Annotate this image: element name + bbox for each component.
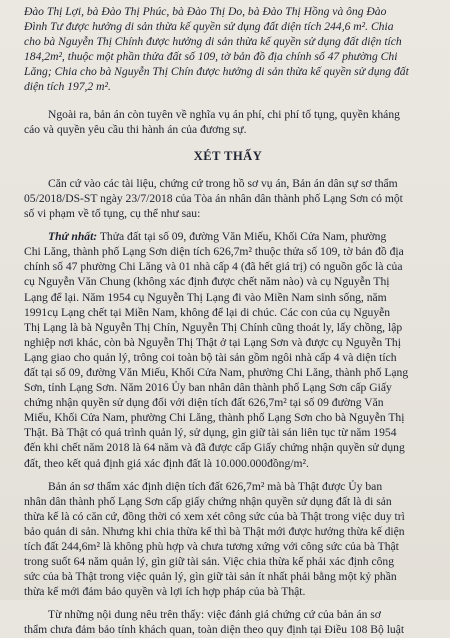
evidence-paragraph [24, 176, 432, 221]
text-line: cáo và quyền yêu cầu thi hành án của đương sự. [24, 122, 247, 136]
text-line: Thật. Bà Thật có quá trình quản lý, sử dụng, gìn giữ tài sản liên tục từ năm 1954 [24, 426, 397, 440]
text-line: nhân dân thành phố Lạng Sơn cấp giấy chứng nhận quyền sử dụng đất là di sản [24, 494, 392, 508]
text-line [24, 229, 432, 244]
text-line: thẩm chưa đảm bảo tính khách quan, toàn diện theo quy định tại Điều 108 Bộ luật [24, 623, 405, 637]
court-fee-paragraph [24, 107, 432, 137]
text-line: thừa kế mới đảm bảo quyền và lợi ích hợp pháp của bà Thật. [24, 585, 306, 599]
text-line: 05/2018/DS-ST ngày 23/7/2018 của Tòa án nhân dân thành phố Lạng Sơn có một [24, 191, 403, 205]
text-line: diện tích 197,2 m². [24, 80, 111, 94]
text-line: chính số 47 phường Chi Lăng và 01 nhà cấp 4 (đã hết giá trị) có nguồn gốc là của [24, 260, 403, 274]
text-line: số vi phạm về tố tụng, cụ thể như sau: [24, 207, 201, 221]
text-line: tích đất 244,6m² là không phù hợp và chưa tương xứng với công sức của bà Thật [24, 540, 399, 553]
section-heading: XÉT THẤY [193, 148, 263, 163]
text-line: Đình Tư được hưởng di sản thừa kế quyền sử dụng đất diện tích 244,6 m². Chia [24, 20, 394, 34]
text-line: Lăng; Chia cho bà Nguyễn Thị Chín được hưởng di sản thừa kế quyền sử dụng đất [24, 65, 409, 79]
text-line: đất, theo kết quả định giá xác định đất là 10.000.000đồng/m². [24, 456, 309, 470]
text-line: Đào Thị Lợi, bà Đào Thị Phúc, bà Đào Thị Do, bà Đào Thị Hồng và ông Đào [24, 5, 387, 18]
text-line: Chi Lăng, thành phố Lạng Sơn diện tích 626,7m² thuộc thửa số 109, tờ bản đồ địa [24, 245, 404, 259]
text-line: Miếu, Khối Cửa Nam, phường Chi Lăng, thành phố Lạng Sơn cho bà Nguyễn Thị [24, 411, 405, 425]
text-line: Thị Lạng là bà Nguyễn Thị Chín, Nguyễn Thị Chính cũng thoát ly, lấy chồng, lập [24, 320, 403, 334]
conclusion-paragraph [24, 607, 432, 637]
text-line: 184,2m², thuộc một phần thửa đất số 109, tờ bản đồ địa chính số 47 phường Chi [24, 50, 398, 64]
text-line: Bản án sơ thẩm xác định diện tích đất 626,7m² mà bà Thật được Ủy ban [48, 479, 383, 493]
first-point-paragraph [24, 229, 432, 471]
first-point-text: Thửa đất tại số 09, đường Văn Miếu, Khối Cửa Nam, phường [97, 230, 387, 244]
ruling-summary-paragraph [24, 4, 432, 95]
text-line: Ngoài ra, bản án còn tuyên về nghĩa vụ án phí, chi phí tố tụng, quyền kháng [48, 107, 400, 121]
text-line: đến khi chết năm 2018 là 64 năm và đã được cấp Giấy chứng nhận quyền sử dụng [24, 441, 405, 455]
text-line: cho bà Nguyễn Thị Chính được hưởng di sản thừa kế quyền sử dụng đất diện tích [24, 35, 402, 49]
text-line: thừa kế là có căn cứ, đồng thời có xem xét công sức của bà Thật trong việc duy trì [24, 509, 405, 523]
text-line: Lạng để lại. Năm 1954 cụ Nguyễn Thị Lạng đi vào Miền Nam sinh sống, năm [24, 290, 387, 304]
text-line: Căn cứ vào các tài liệu, chứng cứ trong hồ sơ vụ án, Bản án dân sự sơ thẩm [48, 176, 398, 190]
text-line: bảo quản di sản. Nhưng khi chia thừa kế thì bà Thật mới được hưởng thừa kế diện [24, 524, 405, 538]
text-line: sức của bà Thật trong việc quản lý, gìn giữ tài sản ít nhất phải bằng một kỷ phần [24, 570, 397, 584]
text-line: 1991cụ Lạng chết tại Miền Nam, không để lại di chúc. Các con của cụ Nguyễn [24, 305, 391, 319]
text-line: Lạng giao cho quản lý, trông coi toàn bộ tài sản gồm ngôi nhà cấp 4 và diện tích [24, 350, 397, 364]
text-line: trong suốt 64 năm quản lý, gìn giữ tài sản. Việc chia thừa kế phải xác định công [24, 555, 395, 569]
text-line: đất tại số 09, đường Văn Miếu, Khối Cửa Nam, phường Chi Lăng, thành phố Lạng [24, 365, 409, 379]
text-line: Sơn, tỉnh Lạng Sơn. Năm 2016 Ủy ban nhân dân thành phố Lạng Sơn cấp Giấy [24, 381, 392, 395]
first-point-label: Thứ nhất: [48, 230, 98, 244]
text-line: nghiệp nơi khác, còn bà Nguyễn Thị Thật ở tại Lạng Sơn và được cụ Nguyễn Thị [24, 335, 401, 349]
text-line: cụ Nguyễn Văn Chung (không xác định được chết năm nào) và cụ Nguyễn Thị [24, 275, 390, 289]
text-line: chứng nhận quyền sử dụng đối với diện tích đất 626,7m² tại số 09 đường Văn [24, 396, 384, 410]
first-instance-paragraph [24, 479, 432, 600]
text-line: Từ những nội dung nêu trên thấy: việc đánh giá chứng cứ của bản án sơ [48, 608, 381, 622]
